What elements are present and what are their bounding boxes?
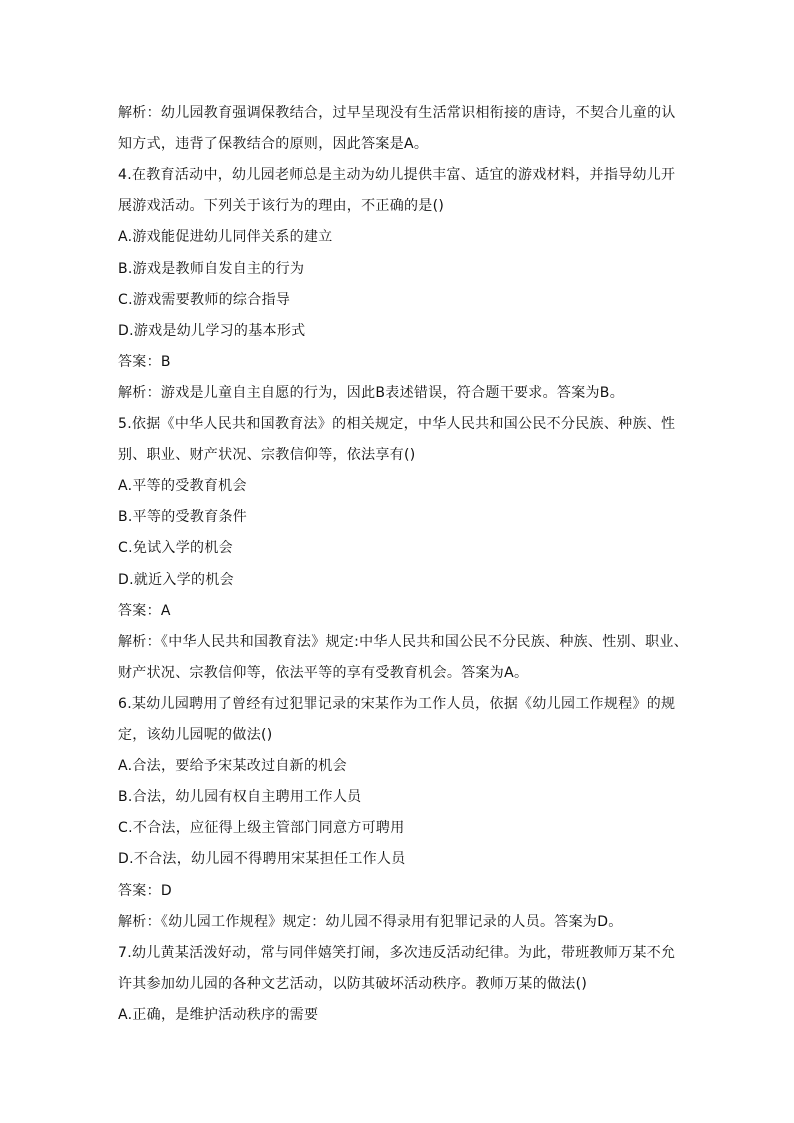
text-line: B.游戏是教师自发自主的行为 <box>118 260 305 277</box>
text-line: 解析：《幼儿园工作规程》规定：幼儿园不得录用有犯罪记录的人员。答案为D。 <box>118 913 623 930</box>
text-line: 4.在教育活动中，幼儿园老师总是主动为幼儿提供丰富、适宜的游戏材料，并指导幼儿开 <box>118 167 676 184</box>
text-line: 别、职业、财产状况、宗教信仰等，依法享有() <box>118 447 416 464</box>
text-line: D.就近入学的机会 <box>118 571 234 588</box>
text-line: 7.幼儿黄某活泼好动，常与同伴嬉笑打闹，多次违反活动纪律。为此，带班教师万某不允 <box>118 944 676 961</box>
text-line: 答案：B <box>118 353 171 370</box>
text-line: A.平等的受教育机会 <box>118 478 247 495</box>
text-line: 解析：幼儿园教育强调保教结合，过早呈现没有生活常识相衔接的唐诗，不契合儿童的认 <box>118 105 676 121</box>
text-line: 解析：《中华人民共和国教育法》规定:中华人民共和国公民不分民族、种族、性别、职业、 <box>118 633 689 650</box>
text-line: 6.某幼儿园聘用了曾经有过犯罪记录的宋某作为工作人员，依据《幼儿园工作规程》的规 <box>118 695 676 712</box>
text-line: 5.依据《中华人民共和国教育法》的相关规定，中华人民共和国公民不分民族、种族、性 <box>118 416 676 432</box>
text-line: A.合法，要给予宋某改过自新的机会 <box>118 758 347 775</box>
text-line: A.游戏能促进幼儿同伴关系的建立 <box>118 229 333 246</box>
text-line: 答案：D <box>118 882 172 899</box>
text-line: 许其参加幼儿园的各种文艺活动，以防其破坏活动秩序。教师万某的做法() <box>118 975 588 992</box>
text-line: B.合法，幼儿园有权自主聘用工作人员 <box>118 789 362 806</box>
text-line: 展游戏活动。下列关于该行为的理由，不正确的是() <box>118 198 445 215</box>
text-line: A.正确，是维护活动秩序的需要 <box>118 1006 319 1023</box>
text-line: C.不合法，应征得上级主管部门同意方可聘用 <box>118 820 405 837</box>
text-line: C.游戏需要教师的综合指导 <box>118 291 291 308</box>
text-line: C.免试入学的机会 <box>118 540 233 557</box>
text-line: 财产状况、宗教信仰等，依法平等的享有受教育机会。答案为A。 <box>118 664 529 681</box>
text-line: D.不合法，幼儿园不得聘用宋某担任工作人员 <box>118 851 406 868</box>
text-line: D.游戏是幼儿学习的基本形式 <box>118 322 306 339</box>
text-line: 定，该幼儿园呢的做法() <box>118 727 273 743</box>
text-line: B.平等的受教育条件 <box>118 509 248 526</box>
text-line: 答案：A <box>118 602 171 619</box>
text-line: 知方式，违背了保教结合的原则，因此答案是A。 <box>118 136 429 153</box>
text-line: 解析：游戏是儿童自主自愿的行为，因此B表述错误，符合题干要求。答案为B。 <box>118 384 625 401</box>
